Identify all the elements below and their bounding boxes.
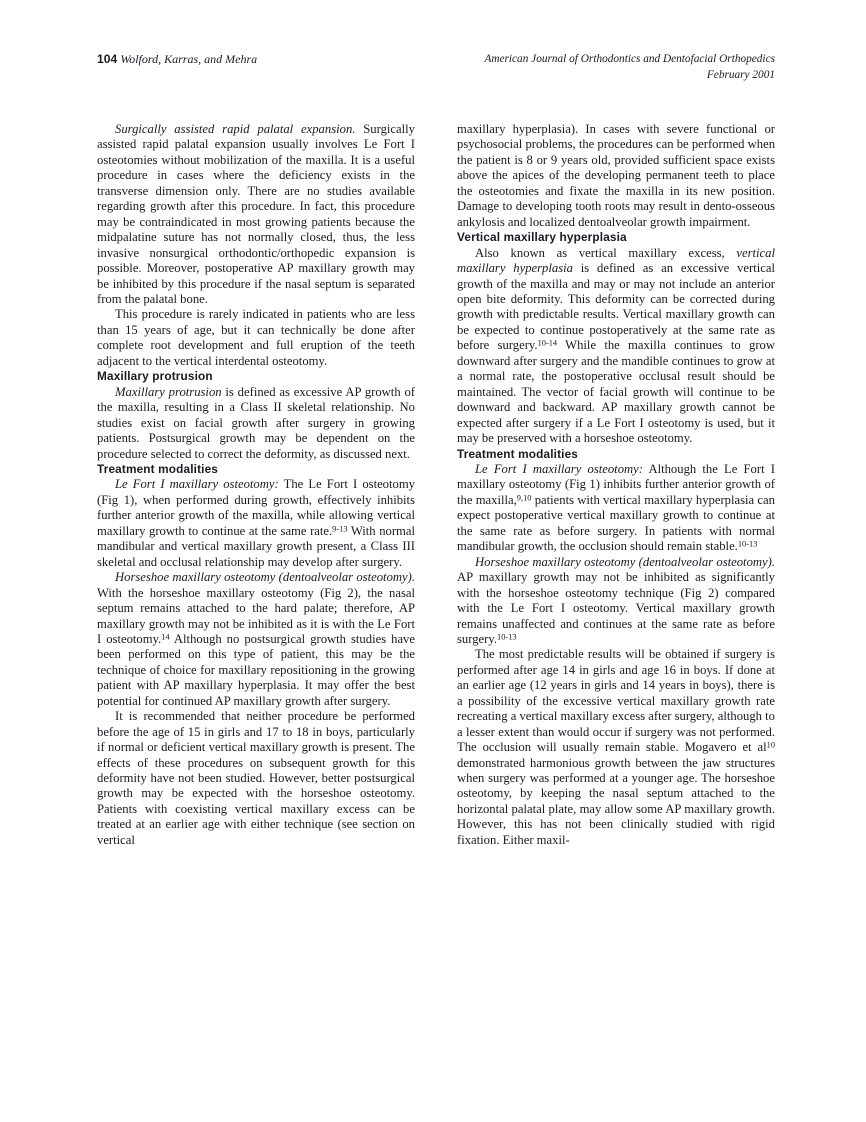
run-in-heading: Le Fort I maxillary osteotomy: (475, 461, 643, 476)
paragraph-text: Surgically assisted rapid palatal expansion usually involves Le Fort I osteotomies without mobilization of the maxilla. It is a useful procedure in cases where the deficiency exists in the transverse dimension only. There are no studies available regarding growth after this procedure. In fact, this procedure may be contraindicated in most growing patients because the midpalatine suture has not normally closed, thus, the less invasive nonsurgical orthodontic/orthopedic expansion is possible. Moreover, postoperative AP maxillary growth may be inhibited by this procedure if the nasal septum is separated from the palatal bone. (97, 122, 415, 306)
citation-superscript: 14 (161, 632, 170, 642)
paragraph (457, 462, 775, 555)
paragraph: It is recommended that neither procedure be performed before the age of 15 in girls and 17 to 18 in boys, particularly if normal or deficient vertical maxillary growth is present. The effects of these procedures on subsequent growth for this deformity have not been studied. However, better postsurgical growth may be expected with the horseshoe osteotomy. Patients with coexisting vertical maxillary excess can be treated at an earlier age with either technique (see section on vertical (97, 709, 415, 847)
paragraph (97, 122, 415, 307)
paragraph: maxillary hyperplasia). In cases with severe functional or psychosocial problems, the procedures can be performed when the patient is 8 or 9 years old, provided sufficient space exists above the apices of the developing permanent teeth to place the osteotomies and fixate the maxilla in its new position. Damage to developing tooth roots may result in dento-osseous ankylosis and localized dentoalveolar growth impairment. (457, 122, 776, 229)
run-in-heading: Maxillary protrusion (115, 384, 222, 399)
run-in-heading: Surgically assisted rapid palatal expansion. (115, 122, 356, 136)
paragraph (97, 570, 415, 709)
run-in-heading: Horseshoe maxillary osteotomy (dentoalveolar osteotomy). (475, 554, 775, 569)
run-in-heading: vertical maxillary hyperplasia (457, 245, 775, 276)
citation-superscript: 10-14 (537, 338, 558, 348)
paragraph (97, 385, 415, 462)
paragraph-text: While the maxilla continues to grow downward after surgery and the mandible continues to grow at a normal rate, the postoperative occlusal result should be maintained. The vector of facial growth will continue to be downward and backward. AP maxillary growth cannot be expected after surgery if a Le Fort I osteotomy is used, but it may be preserved with a horseshoe osteotomy. (457, 338, 775, 446)
paragraph (457, 555, 775, 648)
running-head (97, 52, 775, 96)
citation-superscript: 9-13 (332, 524, 348, 534)
column-right (457, 122, 775, 848)
paragraph-text: With normal mandibular and vertical maxillary growth present, a Class III skeletal and occlusal relationship may develop after surgery. (97, 523, 415, 569)
citation-superscript: 9,10 (516, 493, 532, 503)
paragraph-text: AP maxillary growth may not be inhibited as significantly with the horseshoe osteotomy technique (Fig 2) compared with the Le Fort I osteotomy. Vertical maxillary growth remains unaffected and continues at the same rate as before surgery. (457, 570, 775, 646)
section-heading-treatment-modalities: Treatment modalities (97, 461, 219, 476)
paragraph-text: is defined as excessive AP growth of the maxilla, resulting in a Class II skeletal relationship. No studies exist on facial growth after surgery in growing patients. Postsurgical growth may be dependent on the procedure selected to correct the deformity, as discussed next. (97, 384, 415, 461)
citation-superscript: 10 (766, 740, 775, 750)
citation-superscript: 10-13 (497, 632, 517, 642)
section-heading-vertical-maxillary-hyperplasia: Vertical maxillary hyperplasia (457, 230, 627, 245)
paragraph-text: Also known as vertical maxillary excess, (475, 245, 737, 260)
paragraph (457, 246, 775, 447)
run-in-heading: Horseshoe maxillary osteotomy (dentoalveolar osteotomy). (115, 570, 415, 585)
paragraph-text: The Le Fort I osteotomy (Fig 1), when performed during growth, effectively inhibits further anterior growth of the maxilla, while allowing vertical maxillary growth to continue at the same rate. (97, 477, 415, 538)
column-left (97, 122, 415, 848)
running-head-left (97, 52, 257, 68)
paragraph (97, 477, 415, 570)
paragraph-text: demonstrated harmonious growth between the jaw structures when surgery was performed at a younger age. The horseshoe osteotomy, by keeping the nasal septum attached to the horizontal palatal plate, may allow some AP maxillary growth. However, this has not been clinically studied with rigid fixation. Either maxil- (457, 755, 775, 847)
journal-title: American Journal of Orthodontics and Dentofacial Orthopedics (484, 53, 775, 65)
paragraph (457, 647, 775, 848)
run-in-heading: Le Fort I maxillary osteotomy: (115, 477, 279, 492)
paragraph-text: is defined as an excessive vertical growth of the maxilla and may or may not include an anterior open bite deformity. This deformity can be corrected during growth with predictable results. Vertical maxillary growth can be expected to continue postoperatively at the same rate as before surgery. (457, 261, 775, 353)
running-head-authors: Wolford, Karras, and Mehra (120, 52, 258, 66)
paragraph: This procedure is rarely indicated in patients who are less than 15 years of age, but it can technically be done after complete root development and full eruption of the teeth adjacent to the vertical interdental osteotomy. (97, 307, 415, 368)
page-number: 104 (97, 52, 118, 66)
section-heading-maxillary-protrusion: Maxillary protrusion (97, 369, 213, 384)
paragraph-text: patients with vertical maxillary hyperplasia can expect postoperative vertical maxillary growth to continue at the same rate as before surgery. In patients with normal mandibular growth, the occlusion should remain stable. (457, 492, 775, 554)
citation-superscript: 10-13 (737, 539, 758, 549)
paragraph-text: Although the Le Fort I maxillary osteotomy (Fig 1) inhibits further anterior growth of the maxilla, (457, 461, 775, 507)
paragraph-text: The most predictable results will be obtained if surgery is performed after age 14 in girls and age 16 in boys. If done at an earlier age (12 years in girls and 14 years in boys), there is a possibility of the excessive vertical maxillary growth rate recreating a vertical maxillary excess after surgery, although to a lesser extent than would occur if surgery was not performed. The occlusion will usually remain stable. Mogavero et al (457, 647, 775, 755)
issue-date: February 2001 (706, 68, 775, 81)
paragraph-text: Although no postsurgical growth studies have been performed on this type of patient, this may be the technique of choice for maxillary repositioning in the growing patient with AP maxillary hyperplasia. It may offer the best potential for continued AP maxillary growth after surgery. (97, 631, 415, 708)
paragraph-text: With the horseshoe maxillary osteotomy (Fig 2), the nasal septum remains attached to the hard palate; therefore, AP maxillary growth may not be inhibited as it is with the Le Fort I osteotomy. (97, 585, 415, 646)
running-head-right (484, 52, 775, 83)
section-heading-treatment-modalities: Treatment modalities (457, 446, 579, 461)
